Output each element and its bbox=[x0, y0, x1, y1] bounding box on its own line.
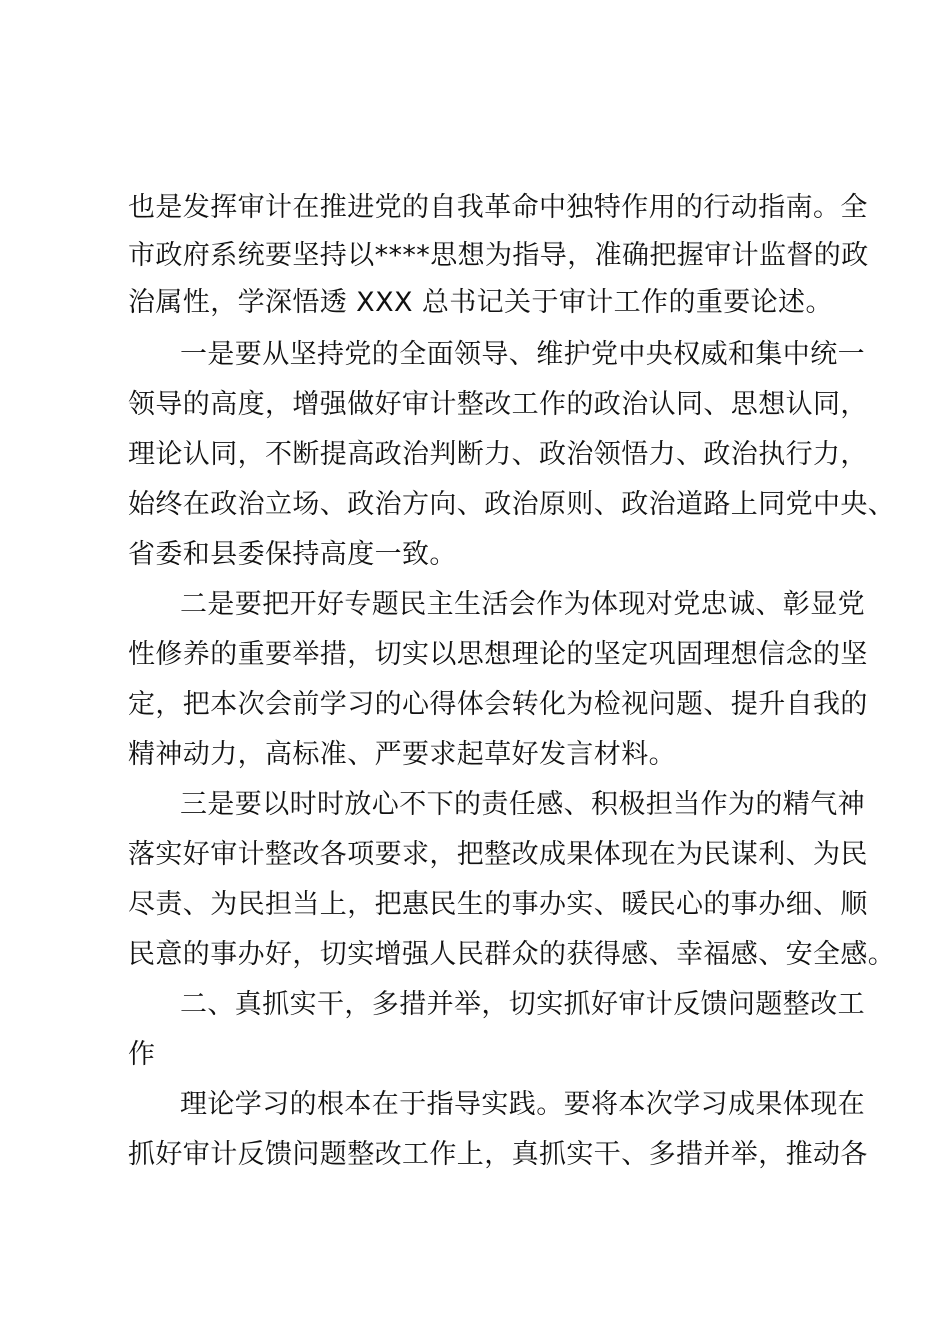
paragraph-line: 民意的事办好，切实增强人民群众的获得感、幸福感、安全感。 bbox=[128, 939, 896, 970]
paragraph-line: 三是要以时时放心不下的责任感、积极担当作为的精气神 bbox=[180, 789, 865, 820]
paragraph-line: 理论认同，不断提高政治判断力、政治领悟力、政治执行力， bbox=[128, 439, 868, 470]
paragraph-line: 理论学习的根本在于指导实践。要将本次学习成果体现在 bbox=[180, 1089, 865, 1120]
paragraph-line: 治属性，学深悟透 XXX 总书记关于审计工作的重要论述。 bbox=[128, 287, 833, 318]
paragraph-line: 领导的高度，增强做好审计整改工作的政治认同、思想认同， bbox=[128, 389, 868, 420]
paragraph-line: 市政府系统要坚持以****思想为指导，准确把握审计监督的政 bbox=[128, 240, 869, 271]
paragraph-line: 省委和县委保持高度一致。 bbox=[128, 539, 457, 570]
paragraph-line: 抓好审计反馈问题整改工作上，真抓实干、多措并举，推动各 bbox=[128, 1139, 868, 1170]
paragraph-line: 精神动力，高标准、严要求起草好发言材料。 bbox=[128, 739, 676, 770]
paragraph-line: 也是发挥审计在推进党的自我革命中独特作用的行动指南。全 bbox=[128, 192, 868, 223]
paragraph-line: 一是要从坚持党的全面领导、维护党中央权威和集中统一 bbox=[180, 339, 865, 370]
section-heading-line: 作 bbox=[128, 1039, 156, 1070]
paragraph-line: 定，把本次会前学习的心得体会转化为检视问题、提升自我的 bbox=[128, 689, 868, 720]
paragraph-line: 性修养的重要举措，切实以思想理论的坚定巩固理想信念的坚 bbox=[128, 639, 868, 670]
paragraph-line: 落实好审计整改各项要求，把整改成果体现在为民谋利、为民 bbox=[128, 839, 868, 870]
paragraph-line: 始终在政治立场、政治方向、政治原则、政治道路上同党中央、 bbox=[128, 489, 896, 520]
section-heading-line: 二、真抓实干，多措并举，切实抓好审计反馈问题整改工 bbox=[180, 989, 865, 1020]
paragraph-line: 尽责、为民担当上，把惠民生的事办实、暖民心的事办细、顺 bbox=[128, 889, 868, 920]
paragraph-line: 二是要把开好专题民主生活会作为体现对党忠诚、彰显党 bbox=[180, 589, 865, 620]
